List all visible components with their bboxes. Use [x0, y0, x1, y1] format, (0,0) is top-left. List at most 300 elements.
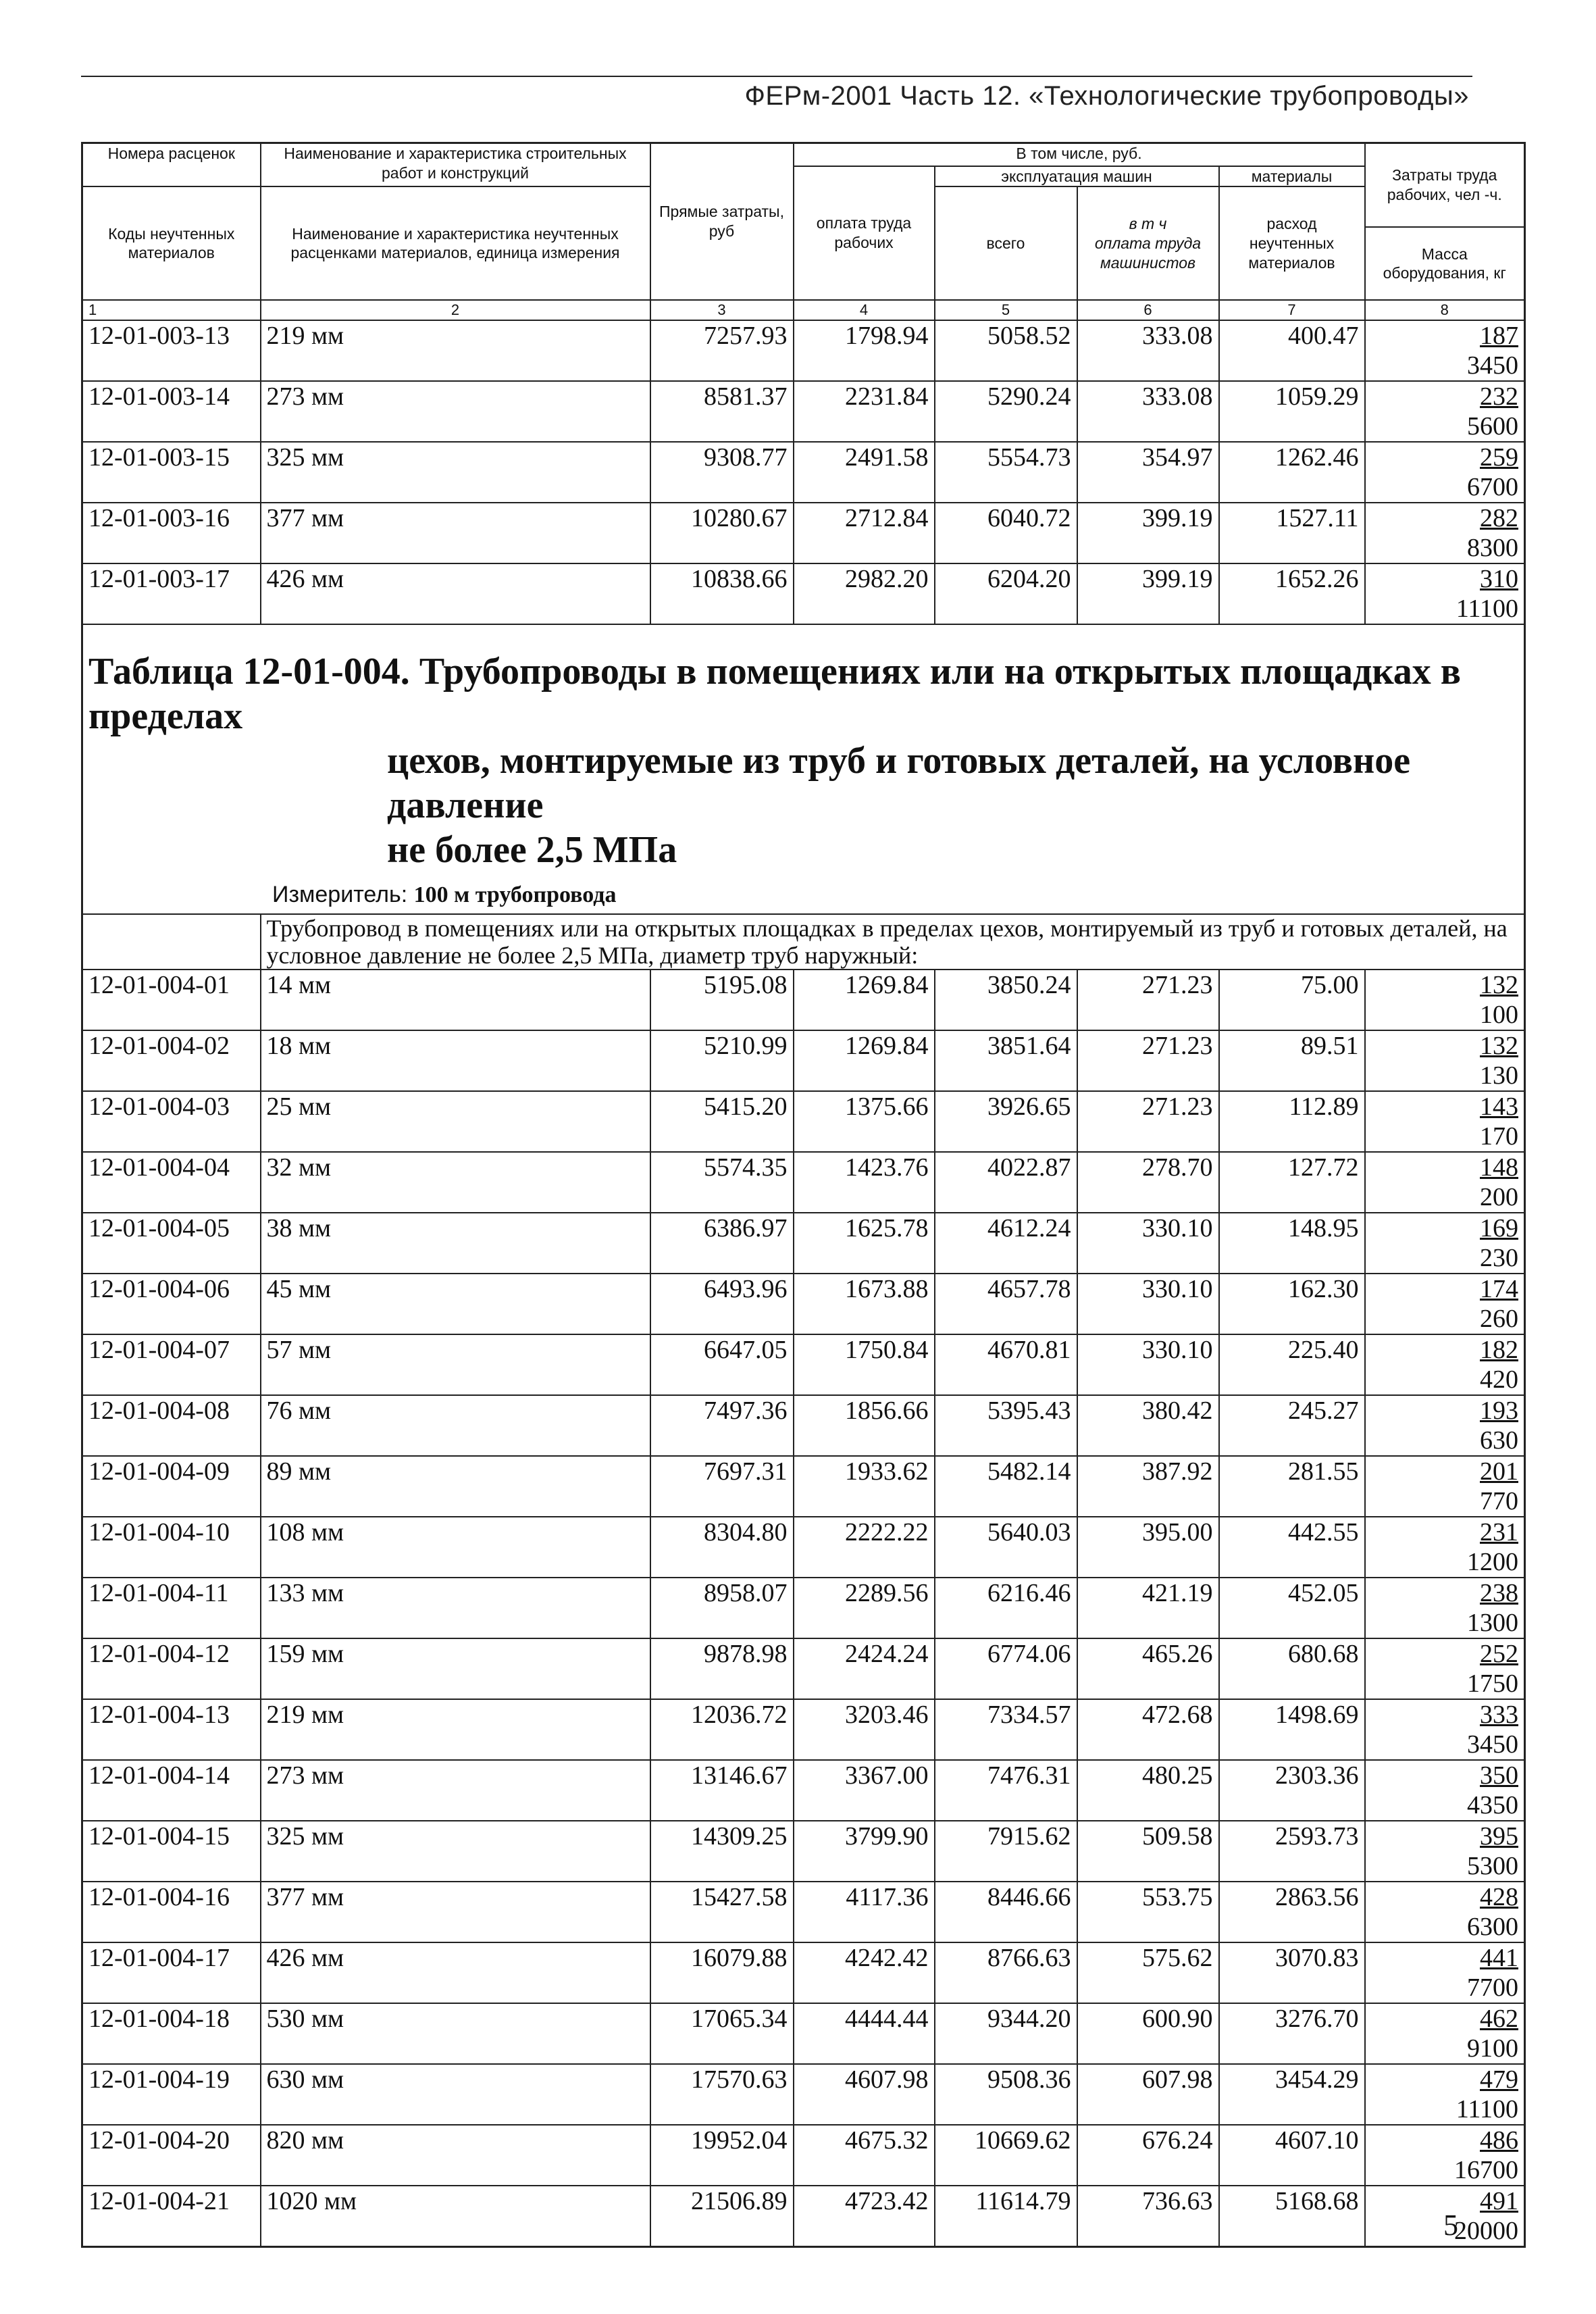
row-operator-wage: 333.08 — [1077, 320, 1219, 381]
col-number-6: 6 — [1077, 300, 1219, 320]
row-mass: 6300 — [1467, 1913, 1518, 1942]
row-labor-mass — [1365, 1882, 1525, 1942]
row-labor: 333 — [1480, 1701, 1518, 1730]
rows-top — [82, 320, 1525, 624]
row-labor: 174 — [1480, 1275, 1518, 1304]
row-labor: 201 — [1480, 1457, 1518, 1486]
row-labor: 441 — [1480, 1944, 1518, 1973]
row-diameter: 89 мм — [261, 1456, 650, 1517]
row-labor: 428 — [1480, 1883, 1518, 1912]
col2-top-header: Наименование и характеристика строительных работ и конструкций — [261, 143, 650, 187]
included-group-header: В том числе, руб. — [794, 143, 1365, 166]
page-header: ФЕРм-2001 Часть 12. «Технологические трубопроводы» — [744, 81, 1469, 111]
row-operator-wage: 354.97 — [1077, 442, 1219, 503]
row-mass: 1300 — [1467, 1609, 1518, 1638]
row-direct-costs: 21506.89 — [650, 2186, 794, 2247]
row-machines-total: 7476.31 — [935, 1760, 1077, 1821]
row-machines-total: 5554.73 — [935, 442, 1077, 503]
row-machines-total: 9508.36 — [935, 2064, 1077, 2125]
row-materials: 3454.29 — [1219, 2064, 1365, 2125]
row-labor: 252 — [1480, 1640, 1518, 1669]
row-materials: 148.95 — [1219, 1213, 1365, 1274]
row-labor: 350 — [1480, 1761, 1518, 1790]
row-diameter: 820 мм — [261, 2125, 650, 2186]
row-diameter: 219 мм — [261, 320, 650, 381]
row-wage: 1750.84 — [794, 1334, 935, 1395]
row-mass: 420 — [1480, 1365, 1518, 1394]
row-materials: 442.55 — [1219, 1517, 1365, 1578]
col-number-7: 7 — [1219, 300, 1365, 320]
row-materials: 1498.69 — [1219, 1699, 1365, 1760]
row-code: 12-01-004-18 — [82, 2003, 261, 2064]
row-code: 12-01-004-14 — [82, 1760, 261, 1821]
row-labor-mass — [1365, 381, 1525, 442]
row-code: 12-01-004-03 — [82, 1091, 261, 1152]
row-direct-costs: 13146.67 — [650, 1760, 794, 1821]
row-labor: 193 — [1480, 1397, 1518, 1426]
row-mass: 8300 — [1467, 534, 1518, 563]
row-labor: 148 — [1480, 1153, 1518, 1182]
row-wage: 1423.76 — [794, 1152, 935, 1213]
section-header — [82, 649, 1525, 914]
row-labor-mass — [1365, 2064, 1525, 2125]
row-direct-costs: 5415.20 — [650, 1091, 794, 1152]
row-diameter: 57 мм — [261, 1334, 650, 1395]
row-labor: 132 — [1480, 971, 1518, 1000]
row-direct-costs: 14309.25 — [650, 1821, 794, 1882]
row-mass: 5300 — [1467, 1852, 1518, 1881]
row-labor-mass — [1365, 442, 1525, 503]
row-code: 12-01-004-05 — [82, 1213, 261, 1274]
row-direct-costs: 9878.98 — [650, 1638, 794, 1699]
row-labor: 238 — [1480, 1579, 1518, 1608]
row-labor-mass — [1365, 1030, 1525, 1091]
row-wage: 2712.84 — [794, 503, 935, 563]
table-row — [82, 1821, 1525, 1882]
row-code: 12-01-004-01 — [82, 970, 261, 1030]
row-machines-total: 10669.62 — [935, 2125, 1077, 2186]
row-operator-wage: 736.63 — [1077, 2186, 1219, 2247]
row-diameter: 530 мм — [261, 2003, 650, 2064]
row-labor: 259 — [1480, 443, 1518, 472]
row-materials: 1059.29 — [1219, 381, 1365, 442]
row-direct-costs: 7497.36 — [650, 1395, 794, 1456]
table-row — [82, 1882, 1525, 1942]
row-machines-total: 3851.64 — [935, 1030, 1077, 1091]
row-labor-mass — [1365, 503, 1525, 563]
row-diameter: 377 мм — [261, 1882, 650, 1942]
row-operator-wage: 271.23 — [1077, 970, 1219, 1030]
direct-costs-header: Прямые затраты, руб — [650, 143, 794, 301]
row-diameter: 14 мм — [261, 970, 650, 1030]
row-operator-wage: 271.23 — [1077, 1091, 1219, 1152]
table-row — [82, 2125, 1525, 2186]
col-number-8: 8 — [1365, 300, 1525, 320]
labor-header: Затраты труда рабочих, чел -ч. — [1365, 143, 1525, 228]
row-wage: 3203.46 — [794, 1699, 935, 1760]
materials-header: материалы — [1219, 166, 1365, 187]
row-operator-wage: 387.92 — [1077, 1456, 1219, 1517]
row-machines-total: 3926.65 — [935, 1091, 1077, 1152]
row-direct-costs: 6493.96 — [650, 1274, 794, 1334]
row-code: 12-01-003-14 — [82, 381, 261, 442]
row-direct-costs: 17570.63 — [650, 2064, 794, 2125]
row-diameter: 159 мм — [261, 1638, 650, 1699]
row-operator-wage: 607.98 — [1077, 2064, 1219, 2125]
materials-sub-header: расход неучтенных материалов — [1219, 186, 1365, 300]
row-code: 12-01-004-16 — [82, 1882, 261, 1942]
row-labor-mass — [1365, 1213, 1525, 1274]
row-code: 12-01-004-02 — [82, 1030, 261, 1091]
row-wage: 4607.98 — [794, 2064, 935, 2125]
row-wage: 1269.84 — [794, 970, 935, 1030]
row-labor: 486 — [1480, 2126, 1518, 2155]
row-code: 12-01-004-08 — [82, 1395, 261, 1456]
table-row — [82, 563, 1525, 624]
row-machines-total: 8766.63 — [935, 1942, 1077, 2003]
incl-label: в т ч — [1129, 215, 1167, 233]
table-row — [82, 1030, 1525, 1091]
row-wage: 3799.90 — [794, 1821, 935, 1882]
machines-header: эксплуатация машин — [935, 166, 1219, 187]
table-row — [82, 1578, 1525, 1638]
row-machines-total: 5290.24 — [935, 381, 1077, 442]
row-machines-total: 5482.14 — [935, 1456, 1077, 1517]
row-direct-costs: 7697.31 — [650, 1456, 794, 1517]
row-direct-costs: 5210.99 — [650, 1030, 794, 1091]
row-materials: 2863.56 — [1219, 1882, 1365, 1942]
row-materials: 225.40 — [1219, 1334, 1365, 1395]
row-mass: 6700 — [1467, 473, 1518, 502]
row-code: 12-01-004-21 — [82, 2186, 261, 2247]
row-wage: 4675.32 — [794, 2125, 935, 2186]
table-row — [82, 1091, 1525, 1152]
row-materials: 1262.46 — [1219, 442, 1365, 503]
row-materials: 1652.26 — [1219, 563, 1365, 624]
row-labor: 132 — [1480, 1032, 1518, 1061]
row-operator-wage: 330.10 — [1077, 1274, 1219, 1334]
table-row — [82, 1638, 1525, 1699]
row-mass: 230 — [1480, 1244, 1518, 1273]
row-machines-total: 6204.20 — [935, 563, 1077, 624]
row-mass: 100 — [1480, 1001, 1518, 1030]
row-diameter: 325 мм — [261, 442, 650, 503]
row-labor: 395 — [1480, 1822, 1518, 1851]
row-machines-total: 6216.46 — [935, 1578, 1077, 1638]
row-wage: 4723.42 — [794, 2186, 935, 2247]
row-labor: 143 — [1480, 1092, 1518, 1122]
table-row — [82, 2003, 1525, 2064]
section-title-line-1: Трубопроводы в помещениях или на открытых площадках в пределах — [88, 651, 1461, 738]
row-direct-costs: 8958.07 — [650, 1578, 794, 1638]
row-direct-costs: 19952.04 — [650, 2125, 794, 2186]
row-materials: 112.89 — [1219, 1091, 1365, 1152]
row-materials: 4607.10 — [1219, 2125, 1365, 2186]
row-labor-mass — [1365, 2003, 1525, 2064]
row-labor-mass — [1365, 1395, 1525, 1456]
col-number-3: 3 — [650, 300, 794, 320]
row-code: 12-01-004-13 — [82, 1699, 261, 1760]
mass-header: Масса оборудования, кг — [1365, 227, 1525, 300]
row-wage: 1798.94 — [794, 320, 935, 381]
row-wage: 2424.24 — [794, 1638, 935, 1699]
row-code: 12-01-003-15 — [82, 442, 261, 503]
col-number-5: 5 — [935, 300, 1077, 320]
meter-value: 100 м трубопровода — [413, 882, 617, 908]
row-operator-wage: 575.62 — [1077, 1942, 1219, 2003]
row-materials: 162.30 — [1219, 1274, 1365, 1334]
row-direct-costs: 9308.77 — [650, 442, 794, 503]
row-labor-mass — [1365, 1091, 1525, 1152]
row-mass: 260 — [1480, 1305, 1518, 1334]
row-operator-wage: 480.25 — [1077, 1760, 1219, 1821]
row-direct-costs: 12036.72 — [650, 1699, 794, 1760]
row-labor-mass — [1365, 1517, 1525, 1578]
row-direct-costs: 5574.35 — [650, 1152, 794, 1213]
section-description: Трубопровод в помещениях или на открытых площадках в пределах цехов, монтируемый из труб и готовых деталей, на условное давление не более 2,5 МПа, диаметр труб наружный: — [261, 914, 1525, 970]
table-row — [82, 442, 1525, 503]
row-diameter: 18 мм — [261, 1030, 650, 1091]
row-labor-mass — [1365, 1334, 1525, 1395]
row-operator-wage: 553.75 — [1077, 1882, 1219, 1942]
table-row — [82, 1334, 1525, 1395]
table-row — [82, 381, 1525, 442]
row-materials: 1527.11 — [1219, 503, 1365, 563]
row-labor-mass — [1365, 1699, 1525, 1760]
col-number-2: 2 — [261, 300, 650, 320]
row-code: 12-01-004-04 — [82, 1152, 261, 1213]
col2-bottom-header: Наименование и характеристика неучтенных расценками материалов, единица измерения — [261, 186, 650, 300]
row-wage: 3367.00 — [794, 1760, 935, 1821]
row-wage: 2289.56 — [794, 1578, 935, 1638]
row-machines-total: 6040.72 — [935, 503, 1077, 563]
row-materials: 5168.68 — [1219, 2186, 1365, 2247]
row-diameter: 426 мм — [261, 1942, 650, 2003]
row-machines-total: 7334.57 — [935, 1699, 1077, 1760]
row-materials: 89.51 — [1219, 1030, 1365, 1091]
row-code: 12-01-004-17 — [82, 1942, 261, 2003]
row-diameter: 426 мм — [261, 563, 650, 624]
row-materials: 452.05 — [1219, 1578, 1365, 1638]
row-wage: 2231.84 — [794, 381, 935, 442]
row-materials: 400.47 — [1219, 320, 1365, 381]
table-row — [82, 2186, 1525, 2247]
row-diameter: 219 мм — [261, 1699, 650, 1760]
row-labor-mass — [1365, 1638, 1525, 1699]
row-direct-costs: 8581.37 — [650, 381, 794, 442]
spacer-row — [82, 624, 1525, 649]
row-wage: 4117.36 — [794, 1882, 935, 1942]
row-code: 12-01-004-06 — [82, 1274, 261, 1334]
rows-bottom — [82, 970, 1525, 2247]
row-labor: 479 — [1480, 2065, 1518, 2094]
row-operator-wage: 465.26 — [1077, 1638, 1219, 1699]
row-diameter: 133 мм — [261, 1578, 650, 1638]
row-wage: 1933.62 — [794, 1456, 935, 1517]
row-materials: 127.72 — [1219, 1152, 1365, 1213]
row-wage: 1375.66 — [794, 1091, 935, 1152]
row-diameter: 325 мм — [261, 1821, 650, 1882]
row-mass: 1750 — [1467, 1669, 1518, 1699]
row-operator-wage: 330.10 — [1077, 1213, 1219, 1274]
row-labor-mass — [1365, 320, 1525, 381]
row-mass: 200 — [1480, 1183, 1518, 1212]
row-mass: 11100 — [1456, 595, 1518, 624]
row-materials: 75.00 — [1219, 970, 1365, 1030]
row-machines-total: 5395.43 — [935, 1395, 1077, 1456]
row-mass: 20000 — [1454, 2217, 1518, 2246]
row-labor: 231 — [1480, 1518, 1518, 1547]
row-mass: 4350 — [1467, 1791, 1518, 1820]
row-machines-total: 11614.79 — [935, 2186, 1077, 2247]
col-number-1: 1 — [82, 300, 261, 320]
row-machines-total: 7915.62 — [935, 1821, 1077, 1882]
section-title-line-3: не более 2,5 МПа — [387, 829, 677, 872]
wage-header: оплата труда рабочих — [794, 166, 935, 301]
row-direct-costs: 17065.34 — [650, 2003, 794, 2064]
row-direct-costs: 10838.66 — [650, 563, 794, 624]
row-materials: 3070.83 — [1219, 1942, 1365, 2003]
row-mass: 11100 — [1456, 2095, 1518, 2124]
row-code: 12-01-004-11 — [82, 1578, 261, 1638]
row-code: 12-01-004-07 — [82, 1334, 261, 1395]
row-labor-mass — [1365, 970, 1525, 1030]
operator-wage-header — [1077, 186, 1219, 300]
row-mass: 7700 — [1467, 1973, 1518, 2003]
row-diameter: 273 мм — [261, 1760, 650, 1821]
row-operator-wage: 509.58 — [1077, 1821, 1219, 1882]
table-row — [82, 1213, 1525, 1274]
table-row — [82, 1760, 1525, 1821]
row-code: 12-01-004-20 — [82, 2125, 261, 2186]
table-row — [82, 1395, 1525, 1456]
desc-code-cell — [82, 914, 261, 970]
row-labor-mass — [1365, 1456, 1525, 1517]
meter-label: Измеритель: — [272, 882, 408, 908]
row-machines-total: 9344.20 — [935, 2003, 1077, 2064]
machines-total-header: всего — [935, 186, 1077, 300]
row-labor: 182 — [1480, 1336, 1518, 1365]
row-code: 12-01-003-16 — [82, 503, 261, 563]
row-direct-costs: 16079.88 — [650, 1942, 794, 2003]
row-wage: 1673.88 — [794, 1274, 935, 1334]
operator-wage-label: оплата труда машинистов — [1094, 234, 1202, 272]
row-code: 12-01-004-09 — [82, 1456, 261, 1517]
row-materials: 680.68 — [1219, 1638, 1365, 1699]
row-labor: 169 — [1480, 1214, 1518, 1243]
row-direct-costs: 8304.80 — [650, 1517, 794, 1578]
row-materials: 281.55 — [1219, 1456, 1365, 1517]
row-machines-total: 3850.24 — [935, 970, 1077, 1030]
row-labor-mass — [1365, 2125, 1525, 2186]
row-diameter: 45 мм — [261, 1274, 650, 1334]
row-mass: 9100 — [1467, 2034, 1518, 2063]
table-row — [82, 2064, 1525, 2125]
row-labor-mass — [1365, 563, 1525, 624]
row-diameter: 108 мм — [261, 1517, 650, 1578]
col-number-4: 4 — [794, 300, 935, 320]
row-direct-costs: 10280.67 — [650, 503, 794, 563]
row-materials: 245.27 — [1219, 1395, 1365, 1456]
row-machines-total: 6774.06 — [935, 1638, 1077, 1699]
row-code: 12-01-004-15 — [82, 1821, 261, 1882]
table-row — [82, 1456, 1525, 1517]
row-operator-wage: 271.23 — [1077, 1030, 1219, 1091]
row-mass: 3450 — [1467, 1730, 1518, 1759]
row-diameter: 32 мм — [261, 1152, 650, 1213]
price-table — [81, 142, 1526, 2248]
col1-top-header: Номера расценок — [82, 143, 261, 187]
row-labor: 282 — [1480, 504, 1518, 533]
table-row — [82, 1942, 1525, 2003]
row-materials: 2303.36 — [1219, 1760, 1365, 1821]
row-labor-mass — [1365, 1942, 1525, 2003]
row-operator-wage: 395.00 — [1077, 1517, 1219, 1578]
row-machines-total: 4022.87 — [935, 1152, 1077, 1213]
row-operator-wage: 399.19 — [1077, 503, 1219, 563]
row-wage: 1856.66 — [794, 1395, 935, 1456]
row-labor: 232 — [1480, 382, 1518, 411]
table-row — [82, 1517, 1525, 1578]
page-number: 5 — [1443, 2209, 1458, 2242]
row-diameter: 76 мм — [261, 1395, 650, 1456]
row-mass: 130 — [1480, 1061, 1518, 1090]
row-code: 12-01-004-19 — [82, 2064, 261, 2125]
row-labor: 462 — [1480, 2005, 1518, 2034]
header-rule — [81, 76, 1472, 77]
row-code: 12-01-003-17 — [82, 563, 261, 624]
row-operator-wage: 421.19 — [1077, 1578, 1219, 1638]
row-wage: 4444.44 — [794, 2003, 935, 2064]
row-diameter: 377 мм — [261, 503, 650, 563]
row-machines-total: 4612.24 — [935, 1213, 1077, 1274]
row-machines-total: 4657.78 — [935, 1274, 1077, 1334]
row-wage: 1625.78 — [794, 1213, 935, 1274]
row-operator-wage: 600.90 — [1077, 2003, 1219, 2064]
row-machines-total: 5058.52 — [935, 320, 1077, 381]
row-diameter: 1020 мм — [261, 2186, 650, 2247]
row-operator-wage: 278.70 — [1077, 1152, 1219, 1213]
row-code: 12-01-004-12 — [82, 1638, 261, 1699]
table-row — [82, 503, 1525, 563]
row-mass: 5600 — [1467, 412, 1518, 441]
row-mass: 3450 — [1467, 351, 1518, 380]
row-mass: 630 — [1480, 1426, 1518, 1455]
row-operator-wage: 380.42 — [1077, 1395, 1219, 1456]
row-labor: 187 — [1480, 322, 1518, 351]
row-direct-costs: 15427.58 — [650, 1882, 794, 1942]
row-direct-costs: 7257.93 — [650, 320, 794, 381]
row-wage: 2222.22 — [794, 1517, 935, 1578]
meter-line — [88, 882, 1518, 908]
row-wage: 2982.20 — [794, 563, 935, 624]
table-row — [82, 1274, 1525, 1334]
section-title — [88, 649, 1518, 872]
row-operator-wage: 676.24 — [1077, 2125, 1219, 2186]
row-labor-mass — [1365, 1821, 1525, 1882]
row-diameter: 273 мм — [261, 381, 650, 442]
row-direct-costs: 5195.08 — [650, 970, 794, 1030]
table-row — [82, 320, 1525, 381]
row-labor-mass — [1365, 1152, 1525, 1213]
row-labor-mass — [1365, 1274, 1525, 1334]
row-labor-mass — [1365, 1578, 1525, 1638]
row-mass: 16700 — [1454, 2156, 1518, 2185]
section-title-line-2: цехов, монтируемые из труб и готовых деталей, на условное давление — [387, 740, 1411, 827]
row-operator-wage: 333.08 — [1077, 381, 1219, 442]
row-mass: 1200 — [1467, 1548, 1518, 1577]
row-materials: 2593.73 — [1219, 1821, 1365, 1882]
